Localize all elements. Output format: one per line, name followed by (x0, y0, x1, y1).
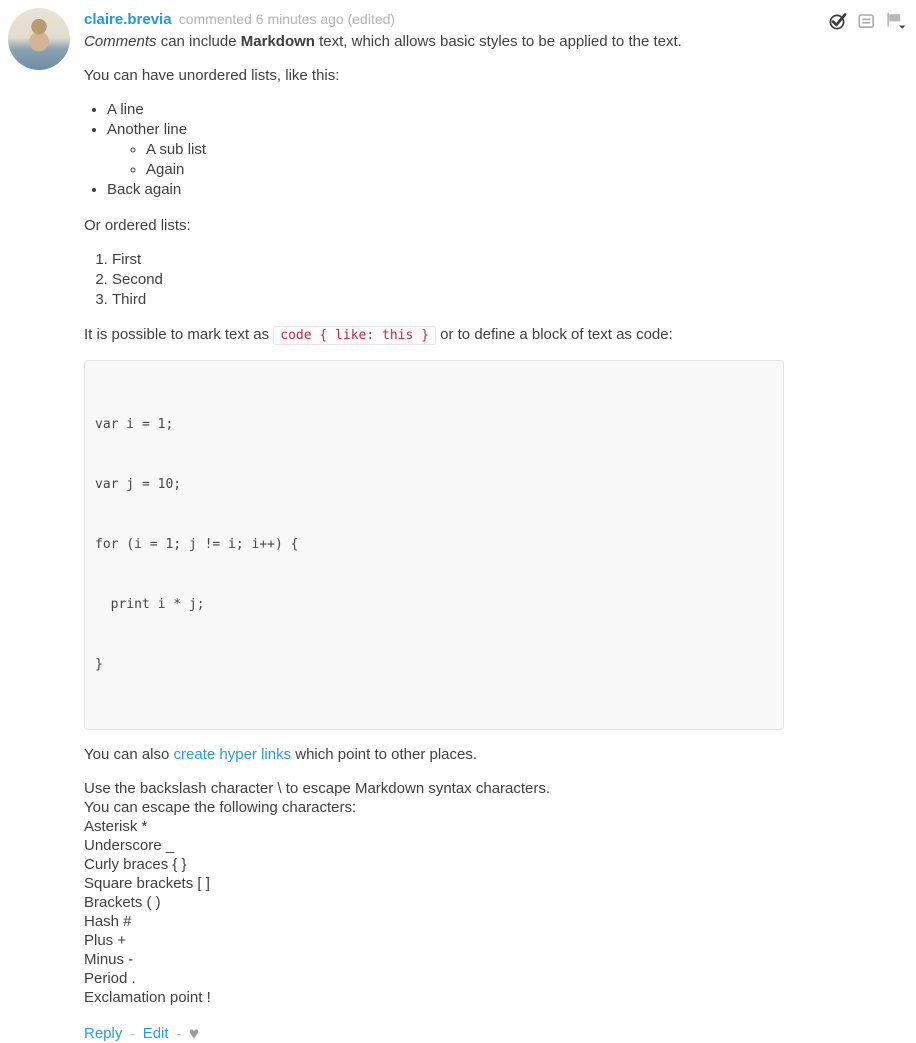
escape-line: Use the backslash character \ to escape Markdown syntax characters. (84, 780, 551, 797)
escape-line: Plus + (84, 932, 127, 949)
comment-meta: commented 6 minutes ago (edited) (178, 11, 396, 27)
escape-line: Period . (84, 970, 136, 987)
list-item: ◦ A sub list (146, 140, 784, 160)
action-separator: - (130, 1026, 135, 1041)
list-item: 1. First (112, 250, 784, 270)
unordered-list (84, 100, 784, 200)
unordered-sublist (107, 140, 784, 180)
list-item: • A line (107, 100, 784, 120)
intro-paragraph (84, 32, 784, 51)
list-item: ◦ Again (146, 160, 784, 180)
code-line: var i = 1; (95, 417, 174, 432)
comment-actions (84, 1025, 784, 1042)
escape-line: Hash # (84, 913, 132, 930)
edit-button[interactable]: Edit (142, 1025, 169, 1042)
code-intro-text-2: or to define a block of text as code: (435, 326, 673, 343)
escape-line: Brackets ( ) (84, 894, 161, 911)
code-block (84, 360, 784, 730)
escape-line: You can escape the following characters: (84, 799, 357, 816)
unordered-intro: You can have unordered lists, like this: (84, 67, 340, 84)
heart-like-icon[interactable]: ♥ (188, 1024, 199, 1043)
escape-line: Underscore _ (84, 837, 175, 854)
escape-line: Exclamation point ! (84, 989, 211, 1006)
intro-text-1: can include (156, 33, 241, 50)
intro-text-2: text, which allows basic styles to be applied to the text. (314, 33, 682, 50)
code-intro-text-1: It is possible to mark text as (84, 326, 274, 343)
escape-characters-block (84, 779, 784, 1007)
escape-line: Asterisk * (84, 818, 148, 835)
intro-italic-word: Comments (84, 33, 157, 50)
hyperlink-text-2: which point to other places. (291, 746, 478, 763)
code-line: } (95, 657, 103, 672)
list-item: 3. Third (112, 290, 784, 310)
escape-line: Minus - (84, 951, 134, 968)
code-intro-paragraph (84, 325, 784, 345)
comment-toolbar (828, 11, 908, 32)
comment-byline (84, 10, 784, 29)
hyperlink-text-1: You can also (84, 746, 174, 763)
flag-dropdown-icon[interactable] (885, 11, 908, 32)
code-line: print i * j; (95, 597, 205, 612)
inline-code: code { like: this } (273, 326, 436, 345)
action-separator: - (176, 1026, 181, 1041)
hyper-link[interactable]: create hyper links (173, 746, 292, 763)
ordered-list (84, 250, 784, 310)
avatar[interactable] (8, 8, 70, 70)
list-item-label: Another line (107, 121, 188, 138)
list-item: 2. Second (112, 270, 784, 290)
check-circle-icon[interactable] (828, 11, 848, 31)
code-line: for (i = 1; j != i; i++) { (95, 537, 299, 552)
ordered-intro: Or ordered lists: (84, 217, 191, 234)
reply-button[interactable]: Reply (84, 1025, 123, 1042)
comment-author[interactable]: claire.brevia (84, 11, 172, 28)
list-item (107, 120, 784, 180)
escape-line: Curly braces { } (84, 856, 187, 873)
comment-body (84, 10, 784, 1042)
escape-line: Square brackets [ ] (84, 875, 210, 892)
card-lines-icon[interactable] (857, 11, 876, 31)
intro-bold-word: Markdown (240, 33, 315, 50)
list-item: • Back again (107, 180, 784, 200)
hyperlink-paragraph (84, 745, 784, 764)
code-line: var j = 10; (95, 477, 182, 492)
